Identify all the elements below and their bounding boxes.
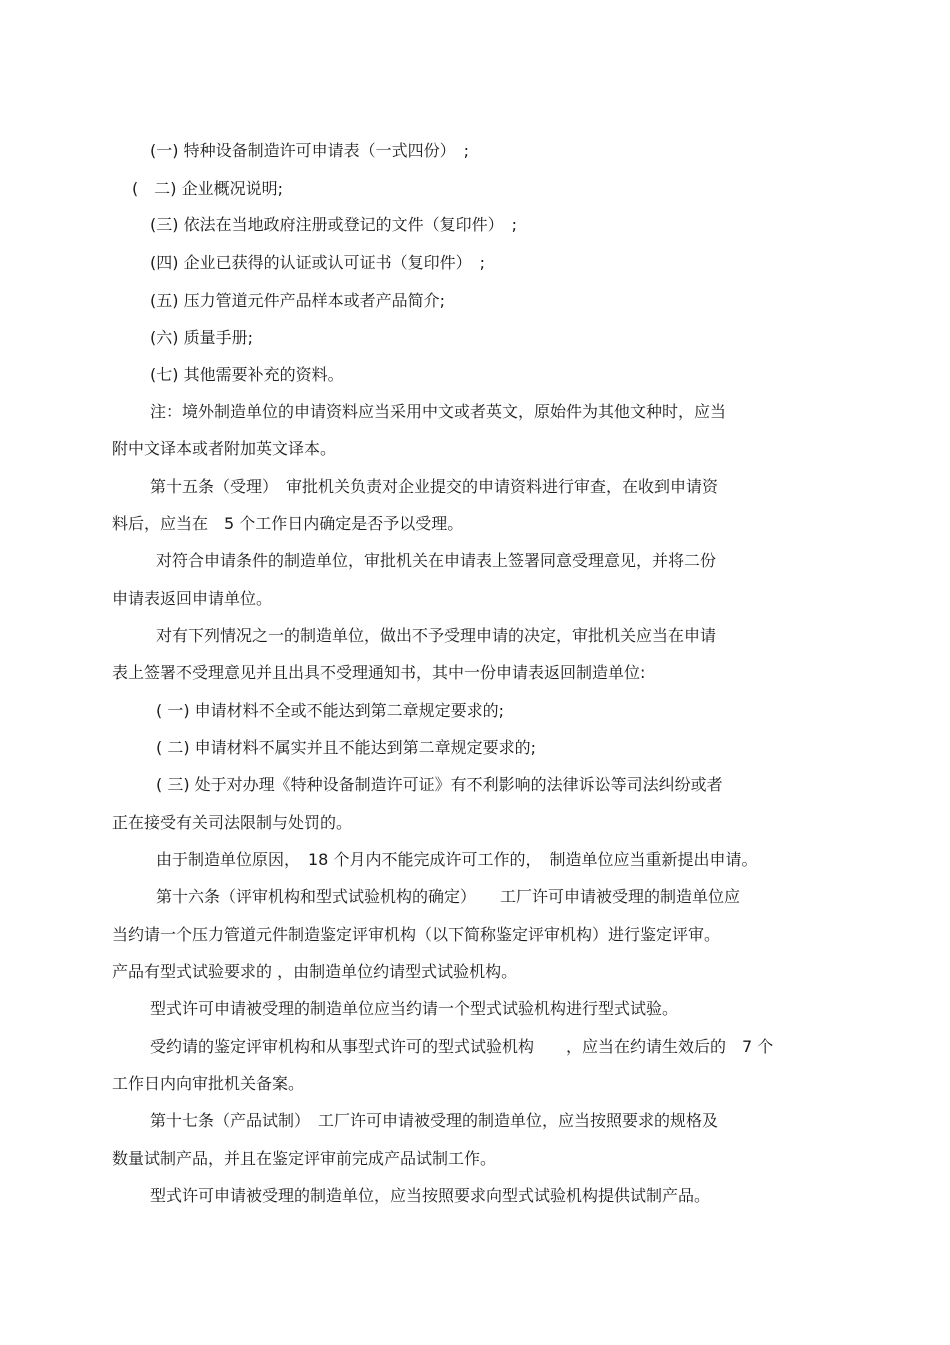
text-line: (七) 其他需要补充的资料。 <box>150 365 344 384</box>
text-line: 对有下列情况之一的制造单位，做出不予受理申请的决定，审批机关应当在申请 <box>156 626 717 645</box>
text-line: 正在接受有关司法限制与处罚的。 <box>112 813 353 832</box>
text-line: ( 二) 企业概况说明; <box>132 179 283 198</box>
text-line: 第十七条（产品试制） 工厂许可申请被受理的制造单位，应当按照要求的规格及 <box>150 1111 719 1130</box>
text-line: (四) 企业已获得的认证或认可证书（复印件） ; <box>150 253 485 272</box>
text-line: ( 三) 处于对办理《特种设备制造许可证》有不利影响的法律诉讼等司法纠纷或者 <box>156 775 723 794</box>
text-line: 对符合申请条件的制造单位，审批机关在申请表上签署同意受理意见，并将二份 <box>156 551 717 570</box>
text-line: 申请表返回申请单位。 <box>112 589 273 608</box>
text-line: 产品有型式试验要求的 ，由制造单位约请型式试验机构。 <box>112 962 518 981</box>
text-line: 型式许可申请被受理的制造单位应当约请一个型式试验机构进行型式试验。 <box>150 999 679 1018</box>
text-line: 附中文译本或者附加英文译本。 <box>112 439 337 458</box>
text-line: 工作日内向审批机关备案。 <box>112 1074 305 1093</box>
text-line: 型式许可申请被受理的制造单位，应当按照要求向型式试验机构提供试制产品。 <box>150 1186 711 1205</box>
text-line: (一) 特种设备制造许可申请表（一式四份） ; <box>150 141 469 160</box>
text-line: (六) 质量手册; <box>150 328 253 347</box>
text-line: 当约请一个压力管道元件制造鉴定评审机构（以下简称鉴定评审机构）进行鉴定评审。 <box>112 925 721 944</box>
text-line: 由于制造单位原因， 18 个月内不能完成许可工作的， 制造单位应当重新提出申请。 <box>156 850 758 869</box>
text-line: ( 二) 申请材料不属实并且不能达到第二章规定要求的; <box>156 738 537 757</box>
text-line: 表上签署不受理意见并且出具不受理通知书，其中一份申请表返回制造单位: <box>112 663 646 682</box>
text-line: 受约请的鉴定评审机构和从事型式许可的型式试验机构 ，应当在约请生效后的 7 个 <box>150 1037 774 1056</box>
text-line: 数量试制产品，并且在鉴定评审前完成产品试制工作。 <box>112 1149 497 1168</box>
text-line: ( 一) 申请材料不全或不能达到第二章规定要求的; <box>156 701 505 720</box>
text-line: 第十五条（受理） 审批机关负责对企业提交的申请资料进行审查，在收到申请资 <box>150 477 719 496</box>
text-line: 料后，应当在 5 个工作日内确定是否予以受理。 <box>112 514 464 533</box>
text-line: 注：境外制造单位的申请资料应当采用中文或者英文，原始件为其他文种时，应当 <box>150 402 727 421</box>
text-line: 第十六条（评审机构和型式试验机构的确定） 工厂许可申请被受理的制造单位应 <box>156 887 741 906</box>
text-line: (三) 依法在当地政府注册或登记的文件（复印件） ; <box>150 215 517 234</box>
text-line: (五) 压力管道元件产品样本或者产品简介; <box>150 291 445 310</box>
